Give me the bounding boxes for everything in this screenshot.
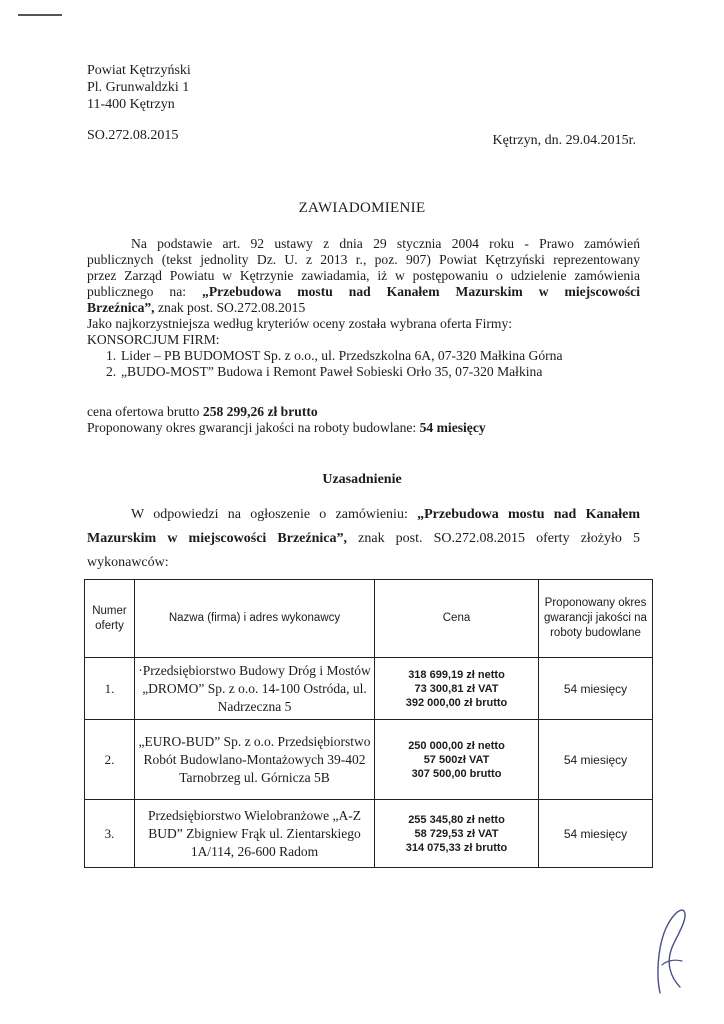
winning-offer: [87, 404, 486, 436]
offer-number: 1.: [85, 658, 135, 720]
list-number: 2.: [106, 364, 117, 379]
address-line: Powiat Kętrzyński: [87, 63, 191, 78]
offer-number: 2.: [85, 720, 135, 800]
table-row: [85, 800, 653, 868]
warranty-label: Proponowany okres gwarancji jakości na roboty budowlane:: [87, 420, 417, 435]
table-header-row: [85, 580, 653, 658]
header-name: Nazwa (firma) i adres wykonawcy: [135, 580, 375, 658]
address-line: Pl. Grunwaldzki 1: [87, 80, 190, 95]
price-vat: 58 729,53 zł VAT: [414, 827, 499, 840]
list-text: Lider – PB BUDOMOST Sp. z o.o., ul. Przedszkolna 6A, 07-320 Małkina Górna: [121, 348, 563, 363]
justification-line: [87, 503, 640, 527]
justification-line: [87, 527, 640, 551]
offer-price: [375, 800, 539, 868]
offer-warranty-line: [87, 420, 486, 436]
offer-price: [375, 720, 539, 800]
table-row: [85, 658, 653, 720]
warranty-value: 54 miesięcy: [419, 420, 486, 435]
table-row: [85, 720, 653, 800]
notice-body: [87, 236, 640, 380]
justification-text: W odpowiedzi na ogłoszenie o zamówieniu:: [131, 507, 408, 522]
notice-line: publicznych (tekst jednolity Dz. U. z 2013 r., poz. 907) Powiat Kętrzyński reprezentowany: [87, 252, 640, 267]
reference-number: SO.272.08.2015: [87, 128, 179, 143]
header-warranty: Proponowany okres gwarancji jakości na roboty budowlane: [539, 580, 653, 658]
price-gross: 392 000,00 zł brutto: [405, 696, 508, 709]
notice-text: publicznego na:: [87, 284, 187, 299]
notice-line: KONSORCJUM FIRM:: [87, 332, 220, 347]
handwritten-signature: [640, 905, 690, 995]
contract-name: „Przebudowa mostu nad Kanałem Mazurskim w miejscowości: [202, 284, 640, 299]
header-number: Numer oferty: [85, 580, 135, 658]
justification-body: [87, 503, 640, 575]
header-price: Cena: [375, 580, 539, 658]
justification-line: wykonawców:: [87, 555, 169, 570]
offer-company: ·Przedsiębiorstwo Budowy Dróg i Mostów „DROMO” Sp. z o.o. 14-100 Ostróda, ul. Nadrzeczna 5: [135, 658, 375, 720]
price-gross: 314 075,33 zł brutto: [405, 841, 508, 854]
notice-line: [87, 300, 640, 316]
price-label: cena ofertowa brutto: [87, 404, 200, 419]
address-line: 11-400 Kętrzyn: [87, 97, 175, 112]
notice-line: [87, 284, 640, 300]
price-net: 250 000,00 zł netto: [408, 739, 505, 752]
offer-warranty: 54 miesięcy: [539, 658, 653, 720]
justification-text: znak post. SO.272.08.2015 oferty złożyło 5: [358, 531, 641, 546]
notice-line: Jako najkorzystniejsza według kryteriów oceny została wybrana oferta Firmy:: [87, 316, 513, 331]
list-item: [87, 364, 640, 380]
offers-table: [84, 579, 653, 868]
offer-company: „EURO-BUD” Sp. z o.o. Przedsiębiorstwo Robót Budowlano-Montażowych 39-402 Tarnobrzeg ul. Górnicza 5B: [135, 720, 375, 800]
notice-line: Na podstawie art. 92 ustawy z dnia 29 stycznia 2004 roku - Prawo zamówień: [131, 236, 640, 251]
offer-warranty: 54 miesięcy: [539, 800, 653, 868]
list-number: 1.: [106, 348, 117, 363]
contract-name: „Przebudowa mostu nad Kanałem: [417, 507, 641, 522]
offer-number: 3.: [85, 800, 135, 868]
list-text: „BUDO-MOST” Budowa i Remont Paweł Sobieski Orło 35, 07-320 Małkina: [121, 364, 543, 379]
consortium-list: [87, 348, 640, 380]
contract-name-end: Mazurskim w miejscowości Brzeźnica”,: [87, 531, 348, 546]
price-vat: 73 300,81 zł VAT: [414, 682, 499, 695]
price-value: 258 299,26 zł brutto: [202, 404, 318, 419]
offer-warranty: 54 miesięcy: [539, 720, 653, 800]
price-net: 318 699,19 zł netto: [408, 668, 505, 681]
notice-text: znak post. SO.272.08.2015: [157, 300, 306, 315]
offer-company: Przedsiębiorstwo Wielobranżowe „A-Z BUD” Zbigniew Frąk ul. Zientarskiego 1A/114, 26-600 Radom: [135, 800, 375, 868]
notice-line: przez Zarząd Powiatu w Kętrzynie zawiadamia, iż w postępowaniu o udzielenie zamówienia: [87, 268, 640, 283]
justification-title: Uzasadnienie: [322, 472, 402, 487]
offer-price: [375, 658, 539, 720]
contract-name-end: Brzeźnica”,: [87, 300, 155, 315]
sender-address: [87, 62, 191, 113]
offer-price-line: [87, 404, 486, 420]
price-gross: 307 500,00 brutto: [411, 767, 502, 780]
price-vat: 57 500zł VAT: [423, 753, 490, 766]
scan-corner-mark: [18, 14, 62, 16]
list-item: [87, 348, 640, 364]
place-and-date: Kętrzyn, dn. 29.04.2015r.: [492, 133, 636, 148]
document-title: ZAWIADOMIENIE: [298, 200, 426, 216]
price-net: 255 345,80 zł netto: [408, 813, 505, 826]
